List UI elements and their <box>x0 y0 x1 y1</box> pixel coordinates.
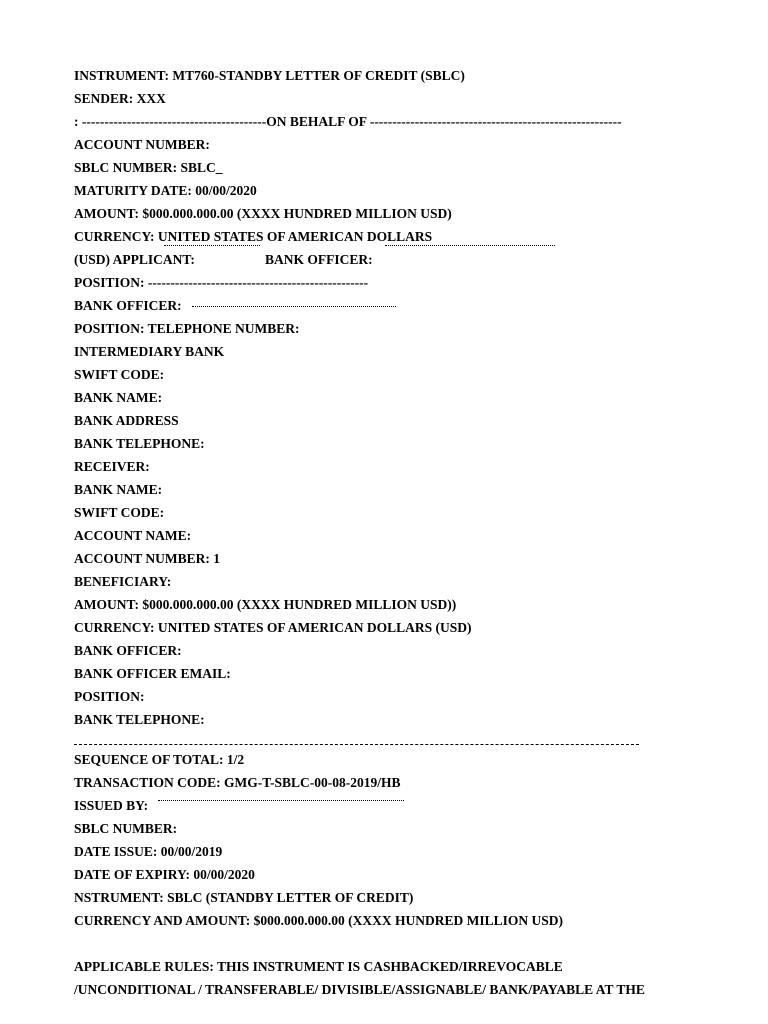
position-line: POSITION: ------------------------------------------------- <box>74 275 369 290</box>
receiver-bank-name-line: BANK NAME: <box>74 482 163 497</box>
bank-name-line: BANK NAME: <box>74 390 163 405</box>
sequence-line: SEQUENCE OF TOTAL: 1/2 <box>74 752 245 767</box>
dotted-rule <box>192 306 396 307</box>
beneficiary-currency-line: CURRENCY: UNITED STATES OF AMERICAN DOLLARS (USD) <box>74 620 472 635</box>
dotted-rule <box>385 245 555 246</box>
date-of-expiry-line: DATE OF EXPIRY: 00/00/2020 <box>74 867 255 882</box>
bank-telephone-line: BANK TELEPHONE: <box>74 436 205 451</box>
maturity-date-line: MATURITY DATE: 00/00/2020 <box>74 183 257 198</box>
sblc-number-2-line: SBLC NUMBER: <box>74 821 178 836</box>
beneficiary-bank-telephone-line: BANK TELEPHONE: <box>74 712 205 727</box>
bank-officer-inline: BANK OFFICER: <box>265 252 373 267</box>
receiver-swift-code-line: SWIFT CODE: <box>74 505 165 520</box>
dotted-rule <box>158 800 404 801</box>
account-number-line: ACCOUNT NUMBER: <box>74 137 210 152</box>
currency-line: CURRENCY: UNITED STATES OF AMERICAN DOLLARS <box>74 229 433 244</box>
beneficiary-amount-line: AMOUNT: $000.000.000.00 (XXXX HUNDRED MILLION USD)) <box>74 597 457 612</box>
date-issue-line: DATE ISSUE: 00/00/2019 <box>74 844 223 859</box>
bank-officer-line: BANK OFFICER: <box>74 298 182 313</box>
bank-address-line: BANK ADDRESS <box>74 413 179 428</box>
usd-applicant-line: (USD) APPLICANT: <box>74 252 195 267</box>
currency-and-amount-line: CURRENCY AND AMOUNT: $000.000.000.00 (XXXX HUNDRED MILLION USD) <box>74 913 563 928</box>
beneficiary-position-line: POSITION: <box>74 689 145 704</box>
beneficiary-bank-officer-line: BANK OFFICER: <box>74 643 182 658</box>
sblc-number-line: SBLC NUMBER: SBLC_ <box>74 160 223 175</box>
position-telephone-line: POSITION: TELEPHONE NUMBER: <box>74 321 300 336</box>
on-behalf-of-line: : -----------------------------------------ON BEHALF OF -------------------------------------------------------- <box>74 114 622 129</box>
account-name-line: ACCOUNT NAME: <box>74 528 192 543</box>
swift-code-line: SWIFT CODE: <box>74 367 165 382</box>
instrument-line: INSTRUMENT: MT760-STANDBY LETTER OF CREDIT (SBLC) <box>74 68 465 83</box>
dotted-rule <box>164 245 260 246</box>
bank-officer-email-line: BANK OFFICER EMAIL: <box>74 666 231 681</box>
nstrument-line: NSTRUMENT: SBLC (STANDBY LETTER OF CREDIT) <box>74 890 414 905</box>
receiver-line: RECEIVER: <box>74 459 150 474</box>
applicable-rules-continued-line: /UNCONDITIONAL / TRANSFERABLE/ DIVISIBLE/ASSIGNABLE/ BANK/PAYABLE AT THE <box>74 982 645 997</box>
sender-line: SENDER: XXX <box>74 91 166 106</box>
applicable-rules-line: APPLICABLE RULES: THIS INSTRUMENT IS CASHBACKED/IRREVOCABLE <box>74 959 563 974</box>
intermediary-bank-line: INTERMEDIARY BANK <box>74 344 225 359</box>
transaction-code-line: TRANSACTION CODE: GMG-T-SBLC-00-08-2019/HB <box>74 775 401 790</box>
amount-line: AMOUNT: $000.000.000.00 (XXXX HUNDRED MILLION USD) <box>74 206 452 221</box>
issued-by-line: ISSUED BY: <box>74 798 149 813</box>
section-divider <box>74 744 639 745</box>
receiver-account-number-line: ACCOUNT NUMBER: 1 <box>74 551 221 566</box>
beneficiary-line: BENEFICIARY: <box>74 574 172 589</box>
